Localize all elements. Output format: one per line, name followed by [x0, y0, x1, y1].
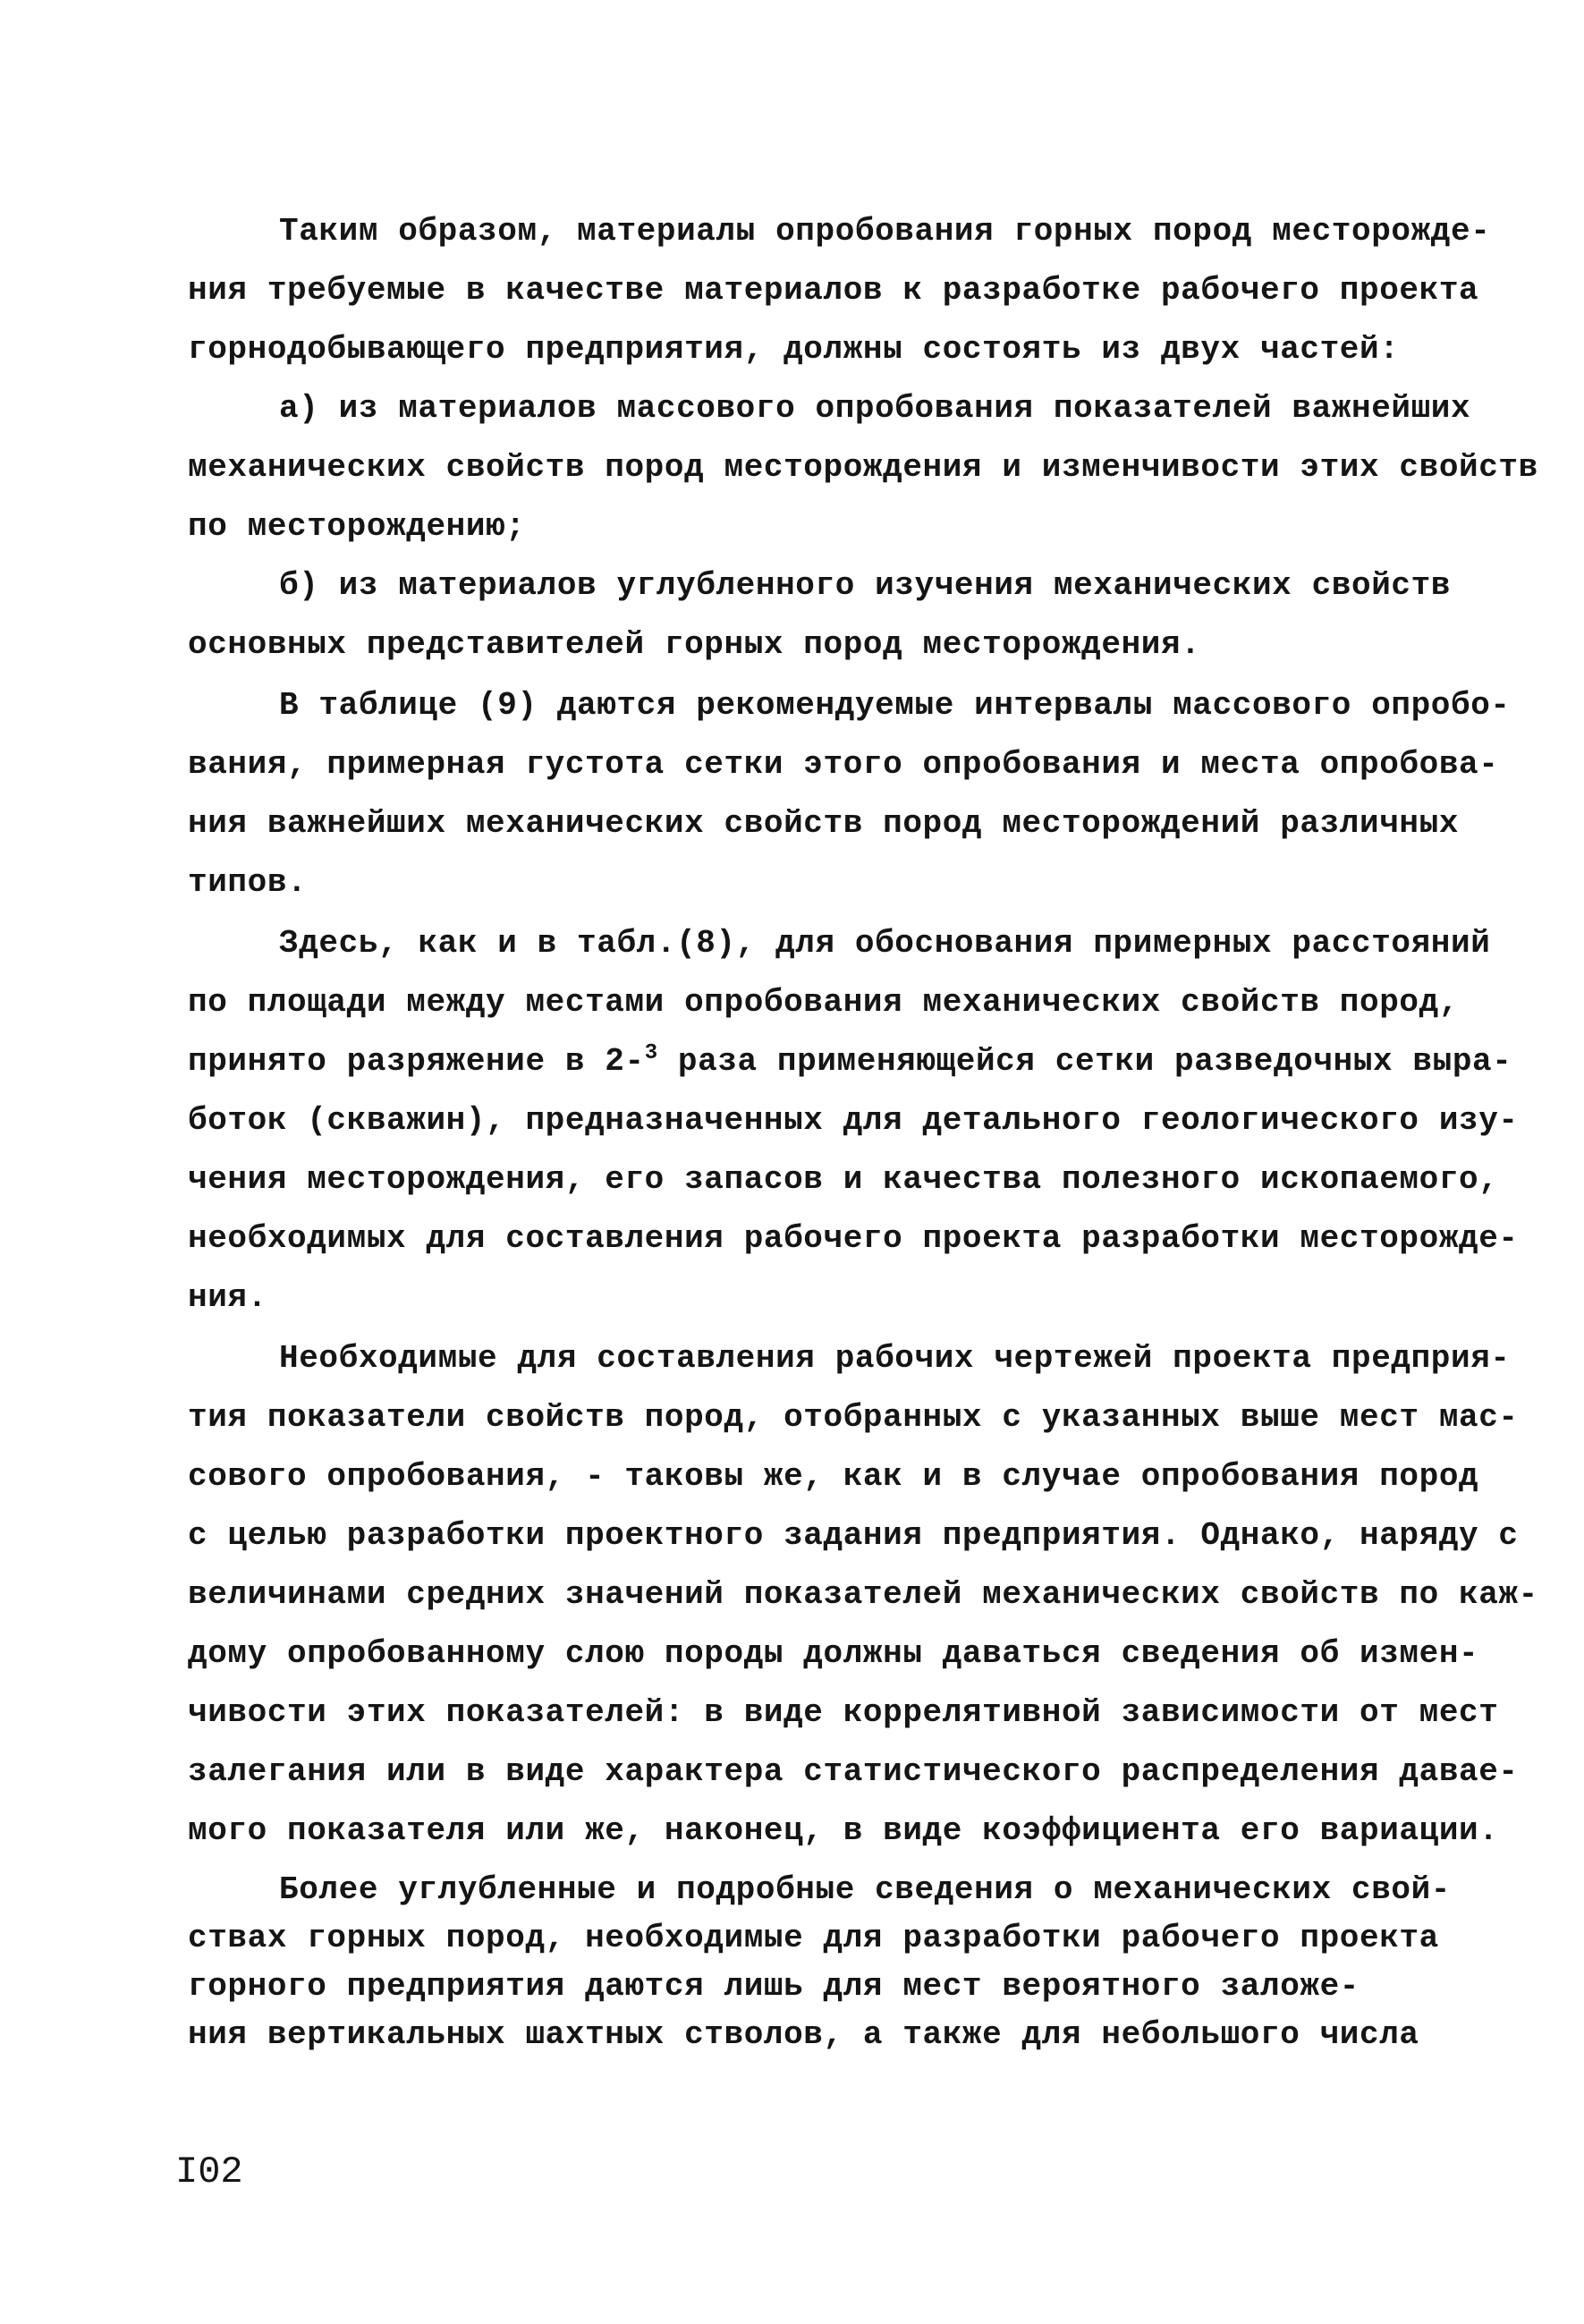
text-line: а) из материалов массового опробования показателей важнейших [279, 390, 1471, 427]
text-line: величинами средних значений показателей механических свойств по каж- [188, 1576, 1538, 1613]
text-line: ния вертикальных шахтных стволов, а также для небольшого числа [188, 2016, 1419, 2053]
text-line [188, 1043, 1512, 1080]
text-line: горного предприятия даются лишь для мест вероятного заложе- [188, 1968, 1360, 2005]
text-line: Здесь, как и в табл.(8), для обоснования примерных расстояний [279, 925, 1491, 962]
text-line: основных представителей горных пород месторождения. [188, 626, 1201, 663]
text-line: Таким образом, материалы опробования горных пород месторожде- [279, 213, 1491, 250]
text-line: боток (скважин), предназначенных для детального геологического изу- [188, 1102, 1519, 1139]
text-line: б) из материалов углубленного изучения механических свойств [279, 567, 1452, 604]
text-line: дому опробованному слою породы должны даваться сведения об измен- [188, 1635, 1479, 1672]
text-line: Необходимые для составления рабочих чертежей проекта предприя- [279, 1340, 1511, 1377]
text-line: по площади между местами опробования механических свойств пород, [188, 984, 1460, 1021]
superscript-number: 3 [644, 1041, 658, 1065]
text-line: чения месторождения, его запасов и качества полезного ископаемого, [188, 1161, 1499, 1198]
text-line: Более углубленные и подробные сведения о механических свой- [279, 1871, 1452, 1908]
text-line: ния требуемые в качестве материалов к разработке рабочего проекта [188, 272, 1479, 309]
text-line: чивости этих показателей: в виде коррелятивной зависимости от мест [188, 1694, 1499, 1731]
text-line: механических свойств пород месторождения и изменчивости этих свойств [188, 449, 1538, 486]
text-line: ния. [188, 1279, 267, 1316]
text-line: необходимых для составления рабочего проекта разработки месторожде- [188, 1220, 1519, 1257]
text-line: ния важнейших механических свойств пород месторождений различных [188, 805, 1460, 842]
text-line: горнодобывающего предприятия, должны состоять из двух частей: [188, 331, 1400, 368]
text-line: тия показатели свойств пород, отобранных с указанных выше мест мас- [188, 1399, 1519, 1436]
text-line: вания, примерная густота сетки этого опробования и места опробова- [188, 746, 1499, 783]
text-line: с целью разработки проектного задания предприятия. Однако, наряду с [188, 1517, 1519, 1554]
text-line: ствах горных пород, необходимые для разработки рабочего проекта [188, 1920, 1439, 1956]
text-line: по месторождению; [188, 508, 526, 545]
text-line: сового опробования, - таковы же, как и в случае опробования пород [188, 1458, 1479, 1495]
text-line: мого показателя или же, наконец, в виде коэффициента его вариации. [188, 1812, 1499, 1849]
text-line: В таблице (9) даются рекомендуемые интервалы массового опробо- [279, 687, 1511, 724]
text-line: типов. [188, 864, 308, 901]
page-number: I02 [175, 2150, 243, 2193]
text-line: залегания или в виде характера статистического распределения давае- [188, 1753, 1519, 1790]
text-segment: раза применяющейся сетки разведочных выра- [657, 1043, 1512, 1080]
text-segment: принято разряжение в 2- [188, 1043, 645, 1080]
